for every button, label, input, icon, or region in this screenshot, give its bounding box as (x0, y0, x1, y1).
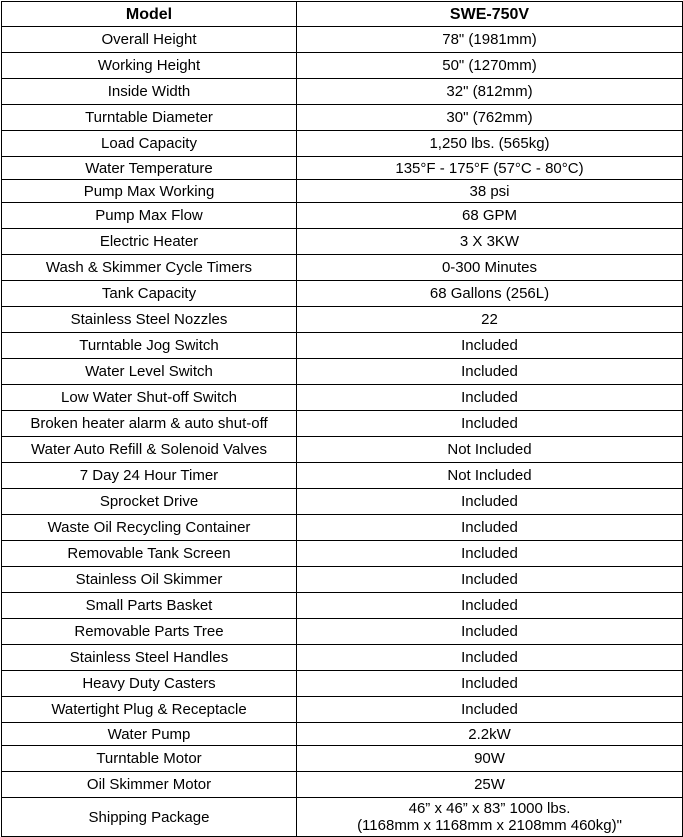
spec-label: Sprocket Drive (2, 489, 297, 515)
spec-value: Included (297, 411, 683, 437)
spec-row (2, 515, 683, 541)
spec-row (2, 203, 683, 229)
spec-value: 1,250 lbs. (565kg) (297, 131, 683, 157)
spec-value: 50" (1270mm) (297, 53, 683, 79)
spec-row (2, 593, 683, 619)
spec-value: Included (297, 593, 683, 619)
shipping-dimensions-imperial: 46” x 46” x 83” 1000 lbs. (408, 800, 571, 817)
spec-label: Water Pump (2, 723, 297, 746)
shipping-dimensions-metric: (1168mm x 1168mm x 2108mm 460kg)" (357, 817, 622, 834)
spec-value: 32" (812mm) (297, 79, 683, 105)
spec-label: Turntable Motor (2, 746, 297, 772)
spec-value: 3 X 3KW (297, 229, 683, 255)
spec-row (2, 255, 683, 281)
spec-value: Included (297, 359, 683, 385)
spec-value: 38 psi (297, 180, 683, 203)
spec-label: Electric Heater (2, 229, 297, 255)
spec-label: Inside Width (2, 79, 297, 105)
spec-label: Removable Tank Screen (2, 541, 297, 567)
spec-label: Removable Parts Tree (2, 619, 297, 645)
spec-value: Included (297, 489, 683, 515)
spec-row (2, 131, 683, 157)
spec-value: 78" (1981mm) (297, 27, 683, 53)
spec-value: Included (297, 697, 683, 723)
spec-value: 2.2kW (297, 723, 683, 746)
spec-value: 135°F - 175°F (57°C - 80°C) (297, 157, 683, 180)
spec-row (2, 723, 683, 746)
spec-value: Included (297, 567, 683, 593)
spec-row (2, 157, 683, 180)
spec-row (2, 333, 683, 359)
spec-row (2, 463, 683, 489)
header-row (2, 2, 683, 27)
spec-body (2, 27, 683, 837)
spec-value: Not Included (297, 437, 683, 463)
spec-value: Not Included (297, 463, 683, 489)
spec-label: Stainless Oil Skimmer (2, 567, 297, 593)
spec-row (2, 746, 683, 772)
spec-label: Water Auto Refill & Solenoid Valves (2, 437, 297, 463)
spec-label: Waste Oil Recycling Container (2, 515, 297, 541)
spec-value: Included (297, 333, 683, 359)
spec-value: 0-300 Minutes (297, 255, 683, 281)
spec-row (2, 229, 683, 255)
spec-label: Pump Max Working (2, 180, 297, 203)
spec-value: Included (297, 515, 683, 541)
shipping-label: Shipping Package (2, 798, 297, 837)
spec-row (2, 437, 683, 463)
spec-label: Turntable Jog Switch (2, 333, 297, 359)
spec-row (2, 697, 683, 723)
spec-label: Load Capacity (2, 131, 297, 157)
spec-label: Oil Skimmer Motor (2, 772, 297, 798)
spec-row (2, 180, 683, 203)
spec-label: Water Temperature (2, 157, 297, 180)
spec-row (2, 541, 683, 567)
spec-label: Overall Height (2, 27, 297, 53)
spec-row (2, 105, 683, 131)
spec-value: 30" (762mm) (297, 105, 683, 131)
spec-row (2, 359, 683, 385)
header-model: Model (2, 2, 297, 27)
spec-row (2, 281, 683, 307)
spec-label: Stainless Steel Nozzles (2, 307, 297, 333)
spec-label: Tank Capacity (2, 281, 297, 307)
spec-row (2, 489, 683, 515)
spec-label: Heavy Duty Casters (2, 671, 297, 697)
spec-value: 90W (297, 746, 683, 772)
spec-label: Pump Max Flow (2, 203, 297, 229)
spec-row (2, 307, 683, 333)
spec-value: Included (297, 645, 683, 671)
spec-row (2, 27, 683, 53)
spec-value: Included (297, 671, 683, 697)
shipping-row (2, 798, 683, 837)
spec-row (2, 645, 683, 671)
spec-label: Water Level Switch (2, 359, 297, 385)
spec-label: Working Height (2, 53, 297, 79)
spec-row (2, 79, 683, 105)
spec-label: Broken heater alarm & auto shut-off (2, 411, 297, 437)
spec-value: 22 (297, 307, 683, 333)
spec-label: Stainless Steel Handles (2, 645, 297, 671)
spec-label: Small Parts Basket (2, 593, 297, 619)
spec-row (2, 619, 683, 645)
spec-row (2, 567, 683, 593)
spec-label: Low Water Shut-off Switch (2, 385, 297, 411)
spec-value: 68 Gallons (256L) (297, 281, 683, 307)
spec-value: Included (297, 619, 683, 645)
spec-row (2, 385, 683, 411)
spec-row (2, 411, 683, 437)
spec-table (1, 1, 683, 837)
spec-value: 68 GPM (297, 203, 683, 229)
header-model-number: SWE-750V (297, 2, 683, 27)
spec-label: Wash & Skimmer Cycle Timers (2, 255, 297, 281)
spec-value: Included (297, 541, 683, 567)
spec-label: Watertight Plug & Receptacle (2, 697, 297, 723)
spec-row (2, 772, 683, 798)
spec-value: Included (297, 385, 683, 411)
spec-label: Turntable Diameter (2, 105, 297, 131)
spec-row (2, 53, 683, 79)
spec-value: 25W (297, 772, 683, 798)
spec-row (2, 671, 683, 697)
shipping-value (297, 798, 683, 837)
spec-label: 7 Day 24 Hour Timer (2, 463, 297, 489)
